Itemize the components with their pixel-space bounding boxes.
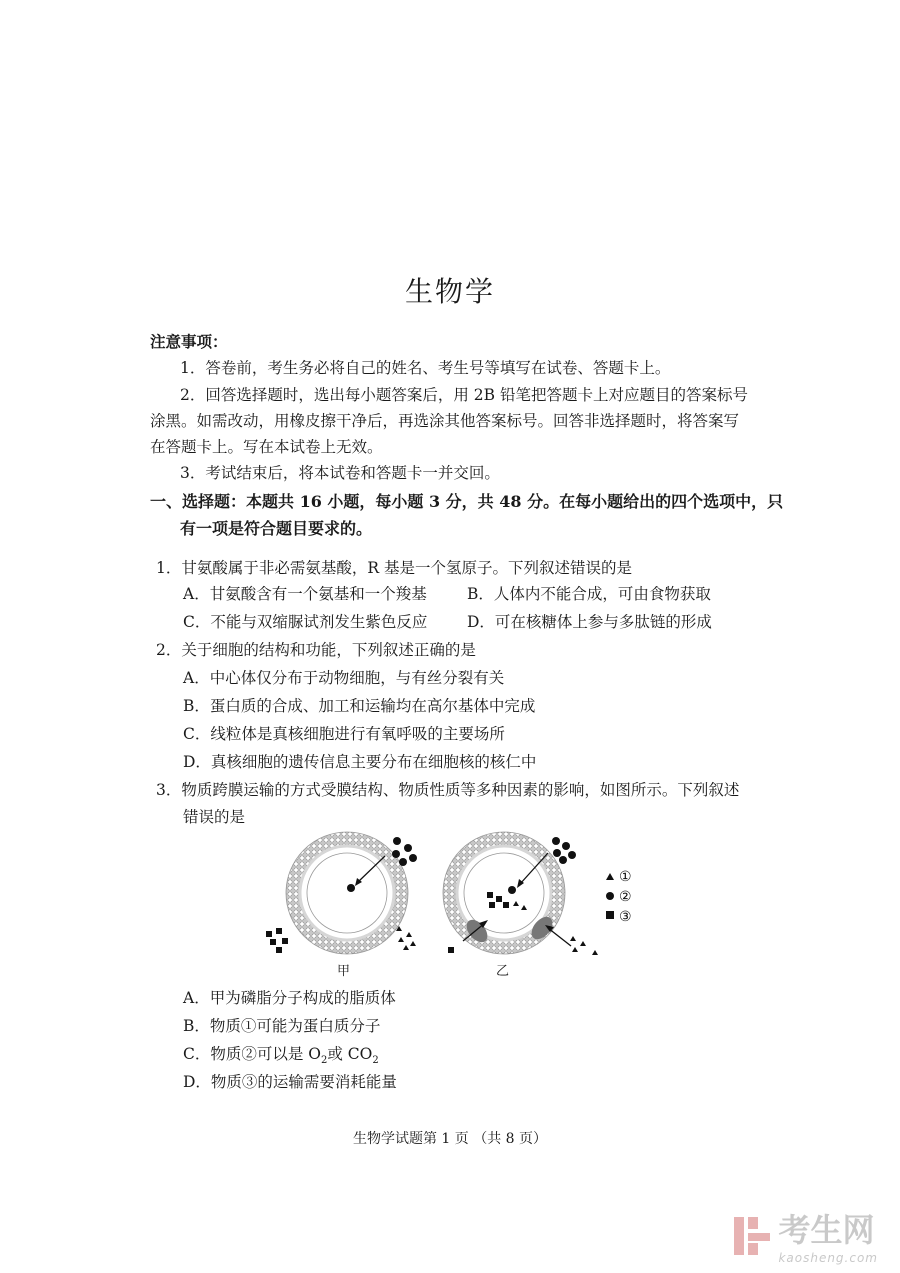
q1-option-a: A．甘氨酸含有一个氨基和一个羧基 [183, 585, 427, 603]
watermark-name: 考生网 [778, 1211, 875, 1249]
notice-item: 在答题卡上。写在本试卷上无效。 [150, 438, 383, 456]
legend-label-3: ③ [619, 909, 632, 925]
q1-option-d: D．可在核糖体上参与多肽链的形成 [467, 613, 712, 631]
q3-option-b: B．物质①可能为蛋白质分子 [183, 1017, 381, 1035]
legend-triangle-icon [606, 873, 614, 880]
legend-circle-icon [606, 892, 614, 900]
page-footer: 生物学试题第 1 页 （共 8 页） [352, 1131, 548, 1147]
q2-option-c: C．线粒体是真核细胞进行有氧呼吸的主要场所 [183, 725, 505, 743]
figure-label-right: 乙 [496, 964, 510, 979]
watermark-url: kaosheng.com [778, 1251, 878, 1265]
question-3-stem-cont: 错误的是 [183, 808, 246, 826]
watermark-logo [732, 1205, 878, 1265]
notice-item: 1．答卷前，考生务必将自己的姓名、考生号等填写在试卷、答题卡上。 [180, 359, 671, 377]
q2-option-d: D．真核细胞的遗传信息主要分布在细胞核的核仁中 [183, 753, 537, 771]
notice-heading: 注意事项： [150, 332, 228, 351]
q1-option-b: B．人体内不能合成，可由食物获取 [467, 585, 711, 603]
liposome-right [443, 832, 565, 954]
notice-item: 3．考试结束后，将本试卷和答题卡一并交回。 [180, 464, 500, 482]
section-heading-cont: 有一项是符合题目要求的。 [180, 519, 373, 538]
q2-option-a: A．中心体仅分布于动物细胞，与有丝分裂有关 [183, 669, 505, 687]
membrane-transport-figure [260, 828, 660, 988]
figure-label-left: 甲 [337, 964, 351, 979]
question-1-stem: 1．甘氨酸属于非必需氨基酸，R 基是一个氢原子。下列叙述错误的是 [156, 559, 632, 577]
question-2-stem: 2．关于细胞的结构和功能，下列叙述正确的是 [156, 641, 476, 659]
legend-label-2: ② [619, 889, 632, 905]
question-3-stem: 3．物质跨膜运输的方式受膜结构、物质性质等多种因素的影响，如图所示。下列叙述 [156, 781, 740, 799]
liposome-left [286, 832, 408, 954]
q3-option-c: C．物质②可以是 $O_2$或 $CO_2$ [183, 1045, 379, 1067]
legend-square-icon [606, 911, 614, 919]
q3-option-d: D．物质③的运输需要消耗能量 [183, 1073, 397, 1091]
legend-label-1: ① [619, 869, 632, 885]
notice-item: 2．回答选择题时，选出每小题答案后，用 2B 铅笔把答题卡上对应题目的答案标号 [180, 386, 748, 404]
page-title: 生物学 [404, 275, 495, 308]
watermark-icon [732, 1213, 772, 1257]
q1-option-c: C．不能与双缩脲试剂发生紫色反应 [183, 613, 428, 631]
q3-option-a: A．甲为磷脂分子构成的脂质体 [183, 989, 396, 1007]
section-heading: 一、选择题：本题共 16 小题，每小题 3 分，共 48 分。在每小题给出的四个选项中，只 [150, 492, 784, 511]
notice-item: 涂黑。如需改动，用橡皮擦干净后，再选涂其他答案标号。回答非选择题时，将答案写 [150, 412, 740, 430]
q2-option-b: B．蛋白质的合成、加工和运输均在高尔基体中完成 [183, 697, 536, 715]
